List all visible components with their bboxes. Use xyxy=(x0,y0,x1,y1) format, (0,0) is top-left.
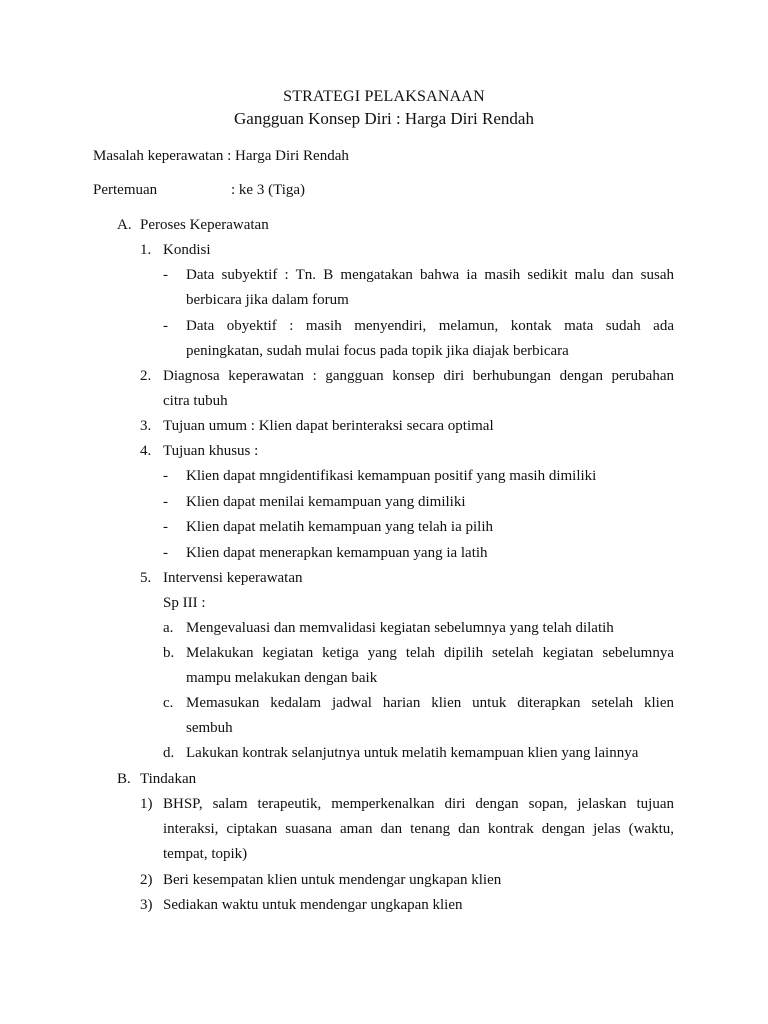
data-subyektif-line-1: Data subyektif : Tn. B mengatakan bahwa ia masih sedikit malu dan susah xyxy=(186,267,674,283)
bullet-dash: - xyxy=(163,267,168,283)
kondisi-label: Kondisi xyxy=(163,242,211,258)
list-letter: d. xyxy=(163,745,175,761)
intervensi-label: Intervensi keperawatan xyxy=(163,570,303,586)
list-number: 1) xyxy=(140,796,153,812)
list-letter: b. xyxy=(163,645,175,661)
diagnosa-line-2: citra tubuh xyxy=(163,393,228,409)
tujuan-khusus-item: Klien dapat melatih kemampuan yang telah ia pilih xyxy=(186,519,493,535)
intervensi-a: Mengevaluasi dan memvalidasi kegiatan sebelumnya yang telah dilatih xyxy=(186,620,614,636)
tindakan-1-line-2: interaksi, ciptakan suasana aman dan tenang dan kontrak dengan jelas (waktu, xyxy=(163,821,674,837)
tindakan-2: Beri kesempatan klien untuk mendengar ungkapan klien xyxy=(163,872,502,888)
list-number: 2. xyxy=(140,368,152,384)
bullet-dash: - xyxy=(163,318,168,334)
tujuan-khusus-item: Klien dapat mngidentifikasi kemampuan positif yang masih dimiliki xyxy=(186,468,597,484)
tujuan-umum: Tujuan umum : Klien dapat berinteraksi secara optimal xyxy=(163,418,494,434)
pertemuan-label: Pertemuan xyxy=(93,182,158,198)
section-a-title: Peroses Keperawatan xyxy=(140,217,269,233)
section-a-marker: A. xyxy=(117,217,132,233)
list-letter: c. xyxy=(163,695,174,711)
section-b-marker: B. xyxy=(117,771,131,787)
pertemuan-value: : ke 3 (Tiga) xyxy=(231,182,306,198)
data-obyektif-line-2: peningkatan, sudah mulai focus pada topik jika diajak berbicara xyxy=(186,343,569,359)
bullet-dash: - xyxy=(163,519,168,535)
intervensi-b-line-1: Melakukan kegiatan ketiga yang telah dipilih setelah kegiatan sebelumnya xyxy=(186,645,674,661)
tujuan-khusus-item: Klien dapat menerapkan kemampuan yang ia latih xyxy=(186,545,488,561)
tujuan-khusus-item: Klien dapat menilai kemampuan yang dimiliki xyxy=(186,494,466,510)
diagnosa-line-1: Diagnosa keperawatan : gangguan konsep diri berhubungan dengan perubahan xyxy=(163,368,674,384)
list-number: 4. xyxy=(140,443,152,459)
document-title: STRATEGI PELAKSANAAN xyxy=(283,88,485,105)
intervensi-c-line-1: Memasukan kedalam jadwal harian klien untuk diterapkan setelah klien xyxy=(186,695,674,711)
section-b-title: Tindakan xyxy=(140,771,197,787)
intervensi-d: Lakukan kontrak selanjutnya untuk melatih kemampuan klien yang lainnya xyxy=(186,745,639,761)
bullet-dash: - xyxy=(163,545,168,561)
bullet-dash: - xyxy=(163,494,168,510)
list-number: 2) xyxy=(140,872,153,888)
tindakan-1-line-3: tempat, topik) xyxy=(163,846,248,862)
bullet-dash: - xyxy=(163,468,168,484)
list-number: 3) xyxy=(140,897,153,913)
data-subyektif-line-2: berbicara jika dalam forum xyxy=(186,292,349,308)
tindakan-1-line-1: BHSP, salam terapeutik, memperkenalkan diri dengan sopan, jelaskan tujuan xyxy=(163,796,674,812)
data-obyektif-line-1: Data obyektif : masih menyendiri, melamun, kontak mata sudah ada xyxy=(186,318,674,334)
list-number: 1. xyxy=(140,242,152,258)
tindakan-3: Sediakan waktu untuk mendengar ungkapan klien xyxy=(163,897,463,913)
list-letter: a. xyxy=(163,620,174,636)
intervensi-b-line-2: mampu melakukan dengan baik xyxy=(186,670,378,686)
list-number: 3. xyxy=(140,418,152,434)
intervensi-c-line-2: sembuh xyxy=(186,720,233,736)
document-subtitle: Gangguan Konsep Diri : Harga Diri Rendah xyxy=(234,109,534,128)
masalah-keperawatan: Masalah keperawatan : Harga Diri Rendah xyxy=(93,148,349,164)
sp-label: Sp III : xyxy=(163,595,206,611)
tujuan-khusus-label: Tujuan khusus : xyxy=(163,443,259,459)
list-number: 5. xyxy=(140,570,152,586)
